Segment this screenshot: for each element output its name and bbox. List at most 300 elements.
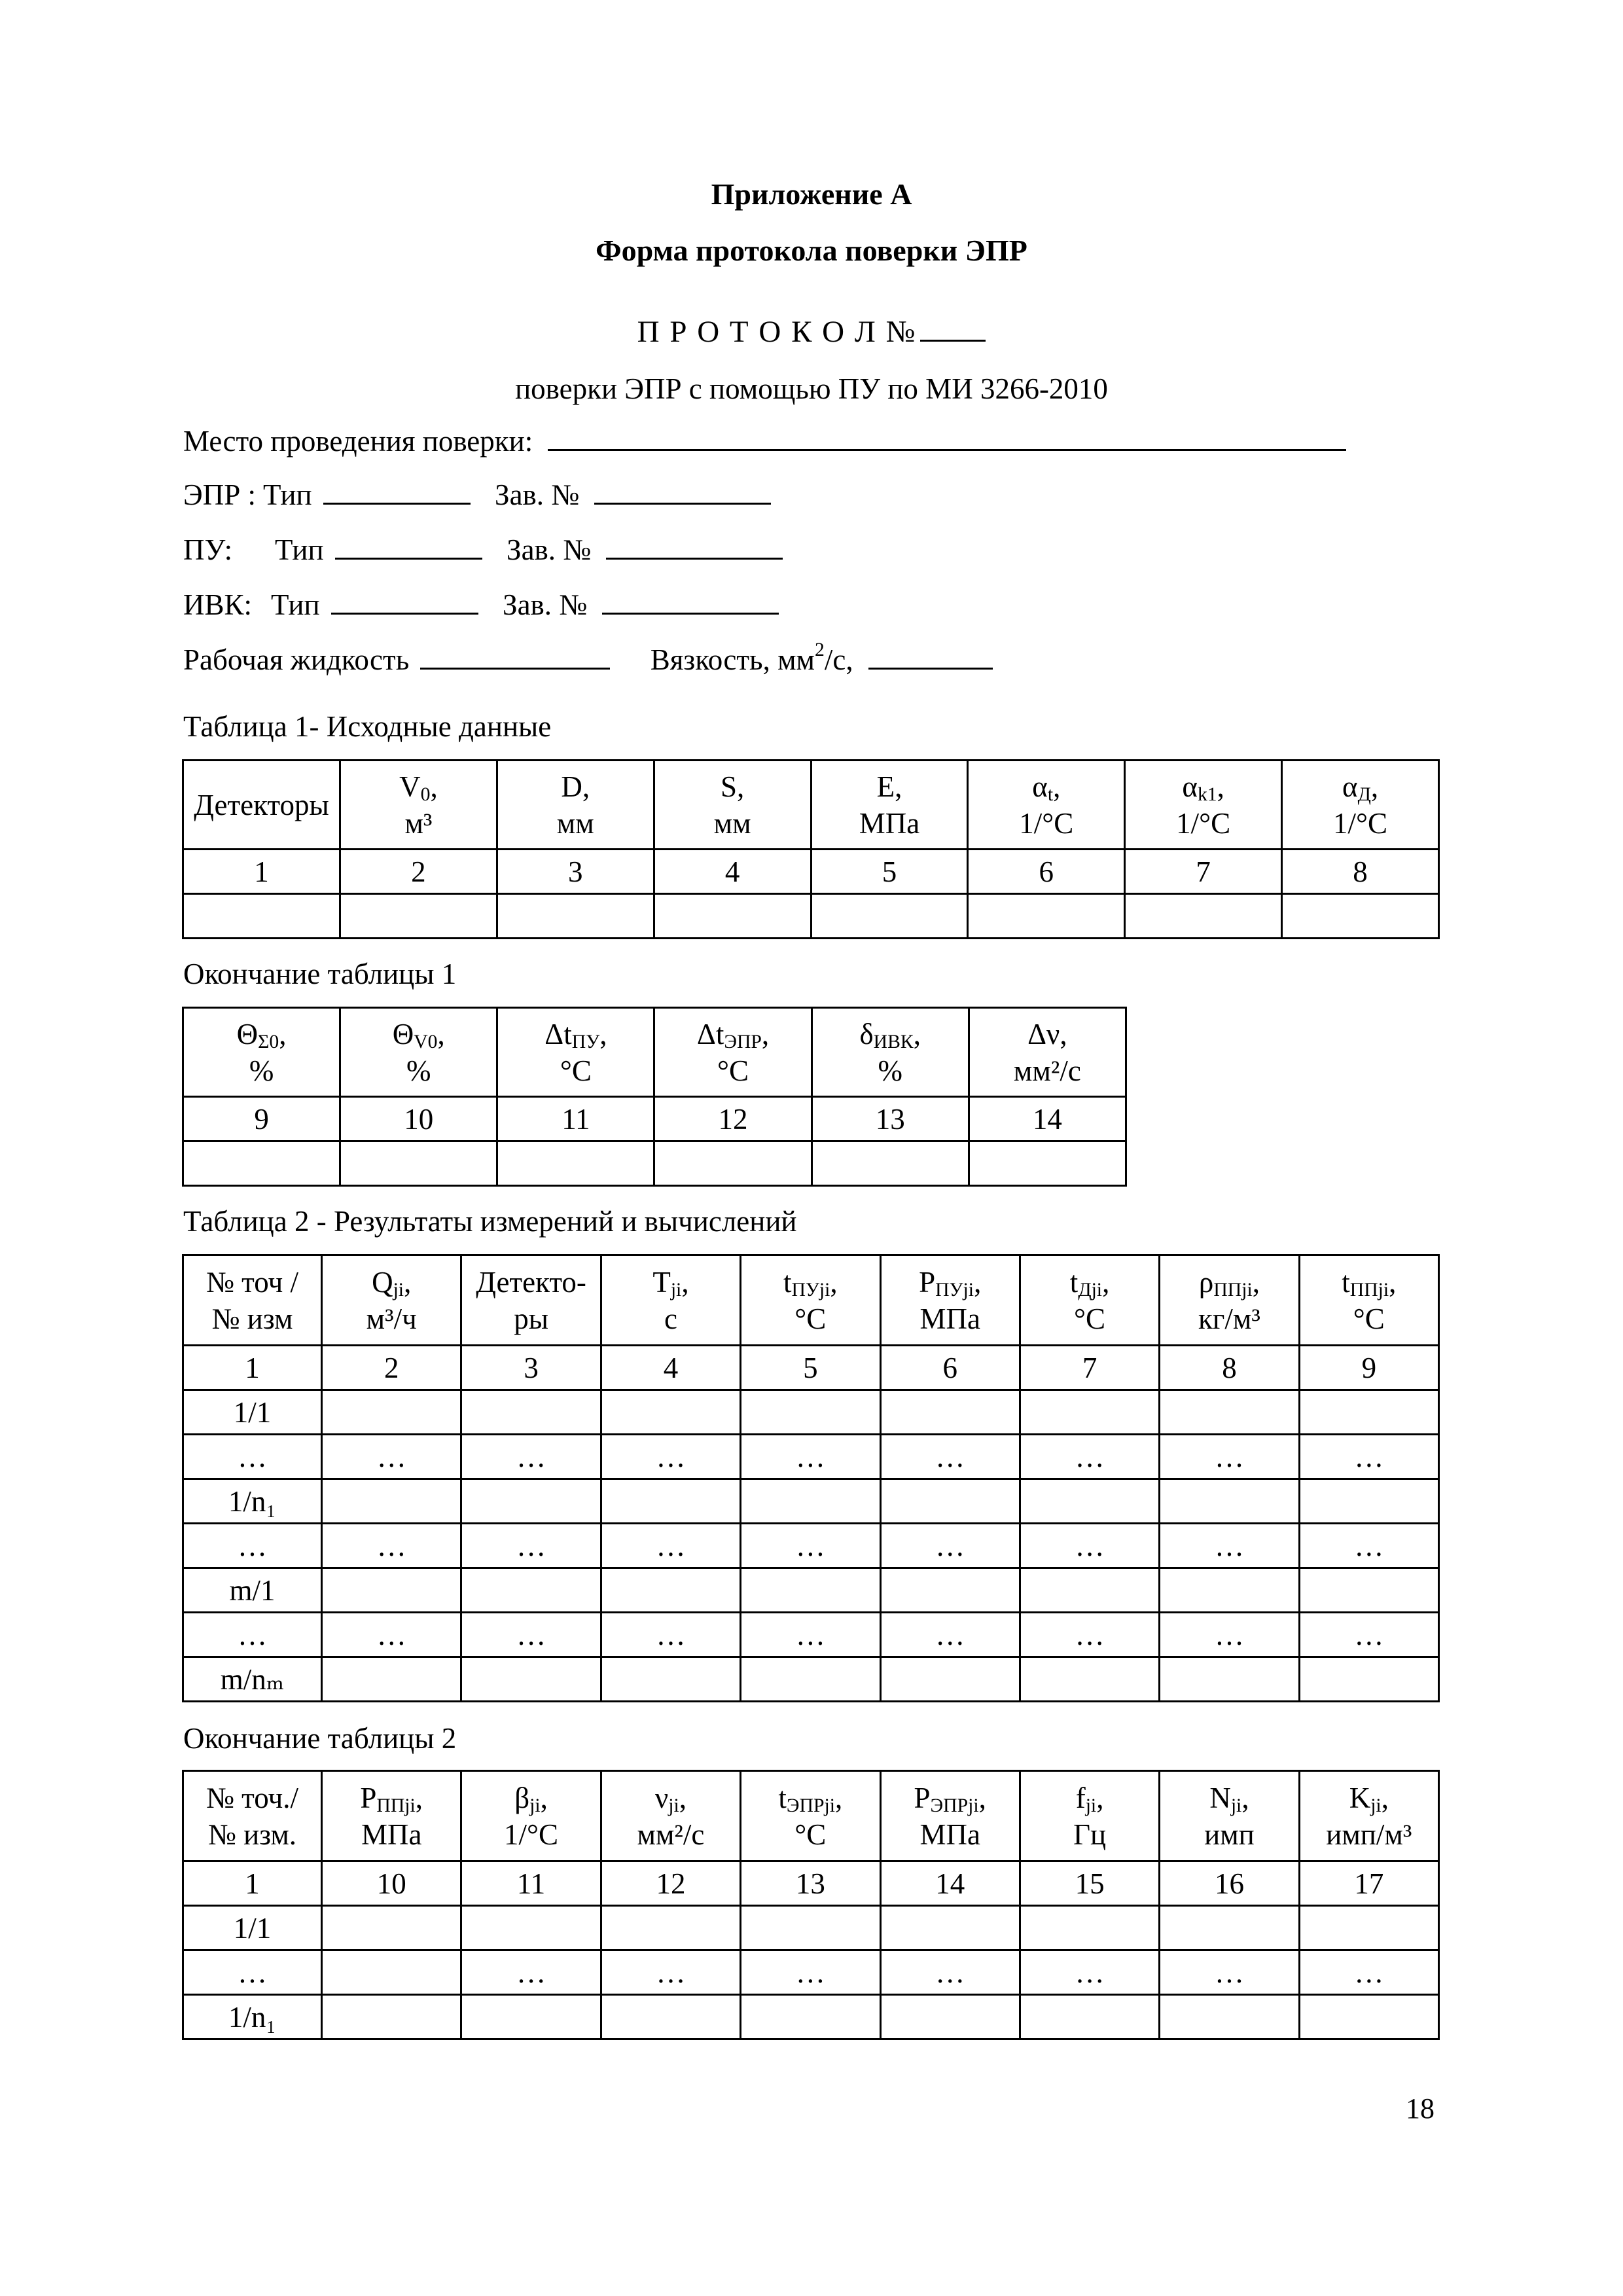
header-unit: 1/°C — [1019, 806, 1074, 840]
header-unit: мм — [713, 806, 751, 840]
data-cell — [880, 1657, 1020, 1702]
empty-cell — [497, 894, 654, 939]
header-cell — [497, 1008, 654, 1097]
data-cell — [461, 1568, 601, 1613]
data-cell — [880, 1390, 1020, 1435]
data-cell — [741, 1568, 880, 1613]
empty-cell — [654, 894, 811, 939]
header-main: K — [1349, 1781, 1371, 1814]
point-measure-cell: m/1 — [183, 1568, 322, 1613]
header-unit: с — [664, 1302, 677, 1335]
header-unit: кг/м³ — [1198, 1302, 1260, 1335]
appendix-heading: Приложение А — [711, 177, 912, 211]
table1-number-row — [183, 850, 1439, 894]
empty-cell — [812, 1141, 969, 1186]
protocol-subtitle: поверки ЭПР с помощью ПУ по МИ 3266-2010 — [515, 372, 1108, 405]
data-cell — [741, 1906, 880, 1950]
data-cell: … — [1160, 1524, 1299, 1568]
data-cell: … — [1160, 1950, 1299, 1995]
header-main: δ — [859, 1017, 874, 1050]
table2-end-caption: Окончание таблицы 2 — [183, 1722, 457, 1755]
column-number-cell: 11 — [461, 1861, 601, 1906]
data-cell: … — [1020, 1613, 1159, 1657]
header-cell — [1160, 1255, 1299, 1346]
table1-end — [182, 1007, 1127, 1187]
header-main: f — [1075, 1781, 1086, 1814]
ivk-label: ИВК: — [183, 588, 253, 621]
table2-caption: Таблица 2 - Результаты измерений и вычислений — [183, 1205, 797, 1238]
header-cell — [183, 1008, 340, 1097]
point-measure-cell: 1/n₁ — [183, 1995, 322, 2039]
header-symbol: $\alpha_{k1}$, — [1182, 770, 1224, 805]
header-main: P — [360, 1781, 377, 1814]
header-unit: имп — [1204, 1818, 1255, 1851]
data-cell: … — [880, 1524, 1020, 1568]
data-cell — [880, 1995, 1020, 2039]
column-number-cell: 8 — [1160, 1346, 1299, 1390]
column-number-cell: 12 — [654, 1097, 812, 1141]
table2-number-row — [183, 1346, 1439, 1390]
header-symbol: $T_{ji}$, — [652, 1265, 689, 1300]
header-symbol: $\Theta_{\Sigma 0}$, — [236, 1017, 287, 1052]
header-unit: мм²/с — [1013, 1054, 1081, 1087]
empty-cell — [497, 1141, 654, 1186]
column-number-cell: 16 — [1160, 1861, 1299, 1906]
data-cell: … — [461, 1613, 601, 1657]
data-cell: … — [601, 1950, 740, 1995]
header-unit: °C — [794, 1302, 827, 1335]
header-cell — [183, 761, 340, 850]
header-symbol: $\Delta t_{ЭПР}$, — [696, 1017, 770, 1052]
header-subscript: ji — [1370, 1795, 1382, 1816]
column-number-cell: 2 — [340, 850, 497, 894]
header-symbol — [655, 768, 810, 805]
header-main: Δt — [696, 1017, 724, 1050]
empty-cell — [811, 894, 968, 939]
ivk-type-label: Тип — [271, 588, 320, 621]
header-main: ρ — [1198, 1265, 1214, 1299]
header-symbol: $\Theta_{V0}$, — [392, 1017, 445, 1052]
table2-end — [182, 1770, 1440, 2040]
header-symbol: $t_{Дji}$, — [1069, 1265, 1110, 1300]
header-subscript: t — [1047, 783, 1054, 805]
data-cell: … — [1299, 1435, 1438, 1479]
data-cell — [461, 1906, 601, 1950]
table-row — [183, 1390, 1439, 1435]
form-title: Форма протокола поверки ЭПР — [596, 234, 1027, 267]
data-cell — [1299, 1568, 1438, 1613]
table1-end-number-row — [183, 1097, 1126, 1141]
header-cell — [461, 1255, 601, 1346]
header-main: t — [778, 1781, 787, 1814]
data-cell — [1160, 1906, 1299, 1950]
pu-serial-label: Зав. № — [507, 533, 592, 566]
data-cell: … — [741, 1435, 880, 1479]
header-symbol: $\Delta t_{ПУ}$, — [544, 1017, 607, 1052]
epr-serial-blank — [594, 480, 771, 505]
column-number-cell: 5 — [811, 850, 968, 894]
column-number-cell: 7 — [1020, 1346, 1159, 1390]
header-unit: № изм — [211, 1302, 293, 1335]
header-cell — [461, 1771, 601, 1861]
header-unit: МПа — [859, 806, 920, 840]
header-main: t — [1069, 1265, 1079, 1299]
data-cell — [741, 1479, 880, 1524]
header-unit: °C — [794, 1818, 827, 1851]
viscosity-unit: /с, — [824, 643, 853, 676]
header-cell — [1125, 761, 1282, 850]
data-cell — [1299, 1390, 1438, 1435]
header-cell — [1020, 1771, 1159, 1861]
data-cell — [880, 1479, 1020, 1524]
header-symbol: $N_{ji}$, — [1209, 1781, 1249, 1816]
header-main: α — [1032, 770, 1048, 803]
data-cell: … — [461, 1524, 601, 1568]
empty-cell — [340, 1141, 497, 1186]
header-unit: % — [249, 1054, 274, 1087]
header-main: Q — [372, 1265, 393, 1299]
header-main: β — [514, 1781, 530, 1814]
data-cell — [461, 1995, 601, 2039]
data-cell — [461, 1657, 601, 1702]
data-cell — [880, 1906, 1020, 1950]
data-cell — [1020, 1390, 1159, 1435]
data-cell — [601, 1568, 740, 1613]
header-unit: мм — [556, 806, 594, 840]
data-cell — [461, 1479, 601, 1524]
empty-cell — [968, 894, 1125, 939]
header-cell — [1299, 1255, 1438, 1346]
data-cell — [601, 1479, 740, 1524]
data-cell — [322, 1568, 461, 1613]
table1-header-row — [183, 761, 1439, 850]
point-measure-cell: … — [183, 1950, 322, 1995]
empty-cell — [183, 1141, 340, 1186]
viscosity-label — [650, 639, 853, 676]
data-cell: … — [880, 1613, 1020, 1657]
header-symbol: $\rho_{ППji}$, — [1198, 1265, 1260, 1300]
header-main: N — [1209, 1781, 1231, 1814]
table-row — [183, 1950, 1439, 1995]
header-main: Детекто- — [476, 1265, 586, 1299]
header-subscript: ji — [1085, 1795, 1097, 1816]
data-cell — [1160, 1568, 1299, 1613]
header-cell — [322, 1255, 461, 1346]
data-cell — [1020, 1568, 1159, 1613]
column-number-cell: 14 — [969, 1097, 1126, 1141]
column-number-cell: 7 — [1125, 850, 1282, 894]
data-cell: … — [322, 1524, 461, 1568]
data-cell — [741, 1390, 880, 1435]
point-measure-cell: 1/1 — [183, 1390, 322, 1435]
header-main: V — [399, 770, 421, 803]
header-subscript: V0 — [414, 1031, 438, 1052]
header-subscript: ПУji — [791, 1279, 830, 1300]
header-subscript: ЭПРji — [786, 1795, 835, 1816]
point-measure-cell: … — [183, 1435, 322, 1479]
header-main: α — [1342, 770, 1358, 803]
ivk-serial-blank — [602, 590, 779, 615]
header-symbol: $\alpha_Д$, — [1342, 770, 1379, 805]
table2-end-header-row — [183, 1771, 1439, 1861]
header-unit: °C — [717, 1054, 749, 1087]
header-main: Θ — [236, 1017, 259, 1050]
header-main: E, — [876, 770, 902, 803]
column-number-cell: 1 — [183, 850, 340, 894]
pu-serial-blank — [606, 535, 783, 560]
header-subscript: ji — [668, 1795, 679, 1816]
empty-cell — [183, 894, 340, 939]
data-cell: … — [741, 1613, 880, 1657]
header-cell — [741, 1771, 880, 1861]
data-cell: … — [1299, 1524, 1438, 1568]
column-number-cell: 13 — [812, 1097, 969, 1141]
table-row — [183, 1435, 1439, 1479]
epr-serial-label: Зав. № — [495, 478, 580, 511]
header-subscript: ПУ — [571, 1031, 600, 1052]
data-cell — [322, 1950, 461, 1995]
header-main: Δν, — [1027, 1017, 1067, 1050]
header-subscript: Дji — [1078, 1279, 1103, 1300]
data-cell — [322, 1906, 461, 1950]
column-number-cell: 8 — [1282, 850, 1439, 894]
data-cell: … — [322, 1613, 461, 1657]
column-number-cell: 17 — [1299, 1861, 1438, 1906]
data-cell: … — [601, 1435, 740, 1479]
data-cell — [1020, 1906, 1159, 1950]
header-unit: ры — [514, 1302, 548, 1335]
table1-end-header-row — [183, 1008, 1126, 1097]
column-number-cell: 11 — [497, 1097, 654, 1141]
header-cell — [654, 761, 811, 850]
table1-caption: Таблица 1- Исходные данные — [183, 710, 552, 743]
table2-end-number-row — [183, 1861, 1439, 1906]
column-number-cell: 12 — [601, 1861, 740, 1906]
header-unit: 1/°C — [1176, 806, 1231, 840]
header-symbol: $P_{ЭПРji}$, — [914, 1781, 986, 1816]
header-subscript: ИВК — [873, 1031, 914, 1052]
data-cell: … — [1299, 1950, 1438, 1995]
empty-cell — [1125, 894, 1282, 939]
data-cell: … — [1020, 1950, 1159, 1995]
header-main: S, — [720, 770, 745, 803]
header-symbol: $\delta_{ИВК}$, — [859, 1017, 921, 1052]
header-symbol: $\alpha_t$, — [1032, 770, 1061, 805]
pu-line — [183, 533, 783, 567]
pu-type-label: Тип — [275, 533, 324, 566]
header-main: t — [1342, 1265, 1350, 1299]
header-symbol: $t_{ЭПРji}$, — [778, 1781, 843, 1816]
table-row — [183, 1479, 1439, 1524]
data-cell — [322, 1479, 461, 1524]
header-cell — [880, 1255, 1020, 1346]
point-measure-cell: … — [183, 1524, 322, 1568]
header-subscript: ЭПРji — [930, 1795, 979, 1816]
data-cell — [601, 1390, 740, 1435]
header-cell — [183, 1255, 322, 1346]
header-cell — [1299, 1771, 1438, 1861]
header-symbol — [184, 1264, 321, 1300]
protocol-number-blank — [920, 317, 986, 342]
header-main: T — [652, 1265, 671, 1299]
data-cell: … — [1160, 1613, 1299, 1657]
data-cell: … — [1299, 1613, 1438, 1657]
table-row — [183, 1657, 1439, 1702]
header-subscript: k1 — [1197, 783, 1217, 805]
header-unit: % — [878, 1054, 902, 1087]
header-unit: °C — [560, 1054, 592, 1087]
header-symbol: $\beta_{ji}$, — [514, 1781, 548, 1816]
data-cell: … — [1160, 1435, 1299, 1479]
header-cell — [497, 761, 654, 850]
header-unit: % — [406, 1054, 431, 1087]
header-main: Θ — [392, 1017, 414, 1050]
header-cell — [968, 761, 1125, 850]
header-symbol: $P_{ППji}$, — [360, 1781, 423, 1816]
header-symbol — [498, 768, 653, 805]
header-symbol — [462, 1264, 599, 1300]
point-measure-cell: m/nₘ — [183, 1657, 322, 1702]
header-unit: МПа — [919, 1302, 980, 1335]
epr-line — [183, 478, 771, 512]
protocol-label: П Р О Т О К О Л № — [637, 315, 917, 349]
header-unit: МПа — [919, 1818, 980, 1851]
column-number-cell: 6 — [880, 1346, 1020, 1390]
header-symbol: $K_{ji}$, — [1349, 1781, 1389, 1816]
viscosity-text: Вязкость, мм — [650, 643, 815, 676]
header-subscript: 0 — [420, 783, 431, 805]
header-symbol — [812, 768, 967, 805]
header-main: P — [919, 1265, 936, 1299]
data-cell — [461, 1390, 601, 1435]
column-number-cell: 5 — [741, 1346, 880, 1390]
header-cell — [741, 1255, 880, 1346]
data-cell: … — [741, 1524, 880, 1568]
table2-header-row — [183, 1255, 1439, 1346]
table1-end-empty-row — [183, 1141, 1126, 1186]
header-subscript: ji — [1230, 1795, 1242, 1816]
header-unit: 1/°C — [1333, 806, 1388, 840]
data-cell — [601, 1995, 740, 2039]
point-measure-cell: 1/1 — [183, 1906, 322, 1950]
header-symbol: $P_{ПУji}$, — [919, 1265, 982, 1300]
header-unit: °C — [1074, 1302, 1106, 1335]
place-line — [183, 424, 1346, 458]
empty-cell — [654, 1141, 812, 1186]
header-main: α — [1182, 770, 1198, 803]
epr-label: ЭПР : — [183, 478, 256, 511]
header-unit: Гц — [1073, 1818, 1107, 1851]
column-number-cell: 9 — [183, 1097, 340, 1141]
table-row — [183, 1995, 1439, 2039]
header-main: № точ / — [206, 1265, 298, 1299]
header-cell — [812, 1008, 969, 1097]
header-unit: 1/°C — [504, 1818, 559, 1851]
data-cell: … — [461, 1435, 601, 1479]
data-cell — [1299, 1657, 1438, 1702]
data-cell — [1160, 1995, 1299, 2039]
data-cell — [1020, 1479, 1159, 1524]
header-cell — [811, 761, 968, 850]
place-label: Место проведения поверки: — [183, 425, 533, 457]
fluid-label: Рабочая жидкость — [183, 643, 410, 676]
header-subscript: ji — [670, 1279, 682, 1300]
page-number: 18 — [1406, 2092, 1435, 2125]
header-main: D, — [561, 770, 590, 803]
column-number-cell: 4 — [601, 1346, 740, 1390]
column-number-cell: 10 — [322, 1861, 461, 1906]
column-number-cell: 15 — [1020, 1861, 1159, 1906]
header-main: P — [914, 1781, 931, 1814]
epr-type-blank — [323, 480, 471, 505]
header-subscript: ji — [393, 1279, 404, 1300]
data-cell — [601, 1906, 740, 1950]
header-main: № точ./ — [206, 1781, 298, 1814]
table1-empty-row — [183, 894, 1439, 939]
epr-type-label: Тип — [263, 478, 312, 511]
header-symbol: $f_{ji}$, — [1075, 1781, 1104, 1816]
data-cell — [322, 1390, 461, 1435]
point-measure-cell: 1/n₁ — [183, 1479, 322, 1524]
column-number-cell: 3 — [461, 1346, 601, 1390]
data-cell — [1299, 1479, 1438, 1524]
data-cell: … — [601, 1613, 740, 1657]
header-cell — [340, 1008, 497, 1097]
pu-type-blank — [335, 535, 482, 560]
data-cell — [1299, 1995, 1438, 2039]
table-row — [183, 1524, 1439, 1568]
header-symbol — [184, 787, 339, 823]
header-subscript: ППji — [376, 1795, 416, 1816]
empty-cell — [969, 1141, 1126, 1186]
header-main: Детекторы — [194, 788, 329, 821]
data-cell: … — [322, 1435, 461, 1479]
header-unit: °C — [1353, 1302, 1385, 1335]
table-row — [183, 1568, 1439, 1613]
header-symbol: $t_{ППji}$, — [1342, 1265, 1397, 1300]
empty-cell — [1282, 894, 1439, 939]
pu-label: ПУ: — [183, 533, 233, 566]
ivk-line — [183, 588, 779, 622]
data-cell: … — [601, 1524, 740, 1568]
header-symbol — [184, 1780, 321, 1816]
empty-cell — [340, 894, 497, 939]
header-cell — [1282, 761, 1439, 850]
data-cell — [322, 1657, 461, 1702]
viscosity-sup: 2 — [815, 639, 825, 661]
data-cell — [1160, 1479, 1299, 1524]
header-cell — [654, 1008, 812, 1097]
header-cell — [601, 1771, 740, 1861]
fluid-line — [183, 639, 993, 677]
data-cell — [601, 1657, 740, 1702]
data-cell — [1160, 1390, 1299, 1435]
column-number-cell: 3 — [497, 850, 654, 894]
column-number-cell: 1 — [183, 1861, 322, 1906]
header-cell — [1020, 1255, 1159, 1346]
header-unit: мм²/с — [637, 1818, 705, 1851]
header-unit: м³ — [404, 806, 433, 840]
ivk-serial-label: Зав. № — [503, 588, 588, 621]
data-cell: … — [880, 1950, 1020, 1995]
table1-initial-data — [182, 759, 1440, 939]
data-cell — [741, 1995, 880, 2039]
data-cell — [1160, 1657, 1299, 1702]
header-main: Δt — [544, 1017, 572, 1050]
header-subscript: ПУji — [935, 1279, 974, 1300]
data-cell: … — [461, 1950, 601, 1995]
place-blank — [548, 427, 1346, 451]
